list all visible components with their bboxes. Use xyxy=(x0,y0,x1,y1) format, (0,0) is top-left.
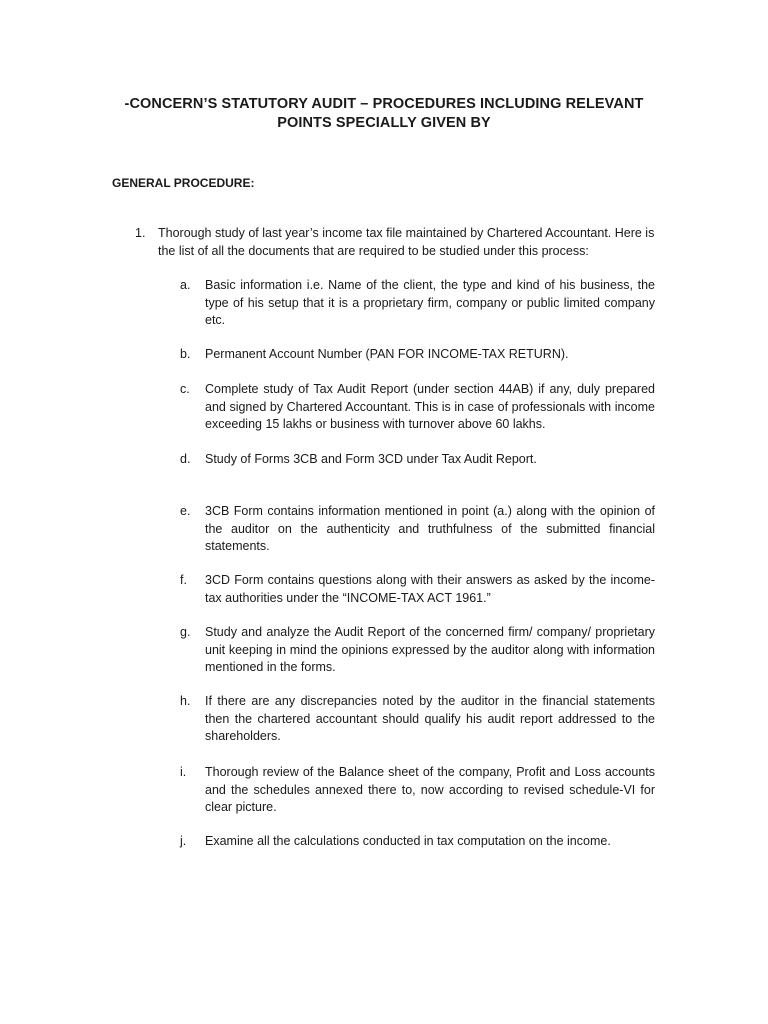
page-title xyxy=(100,95,668,133)
title-line-2: POINTS SPECIALLY GIVEN BY xyxy=(277,115,491,131)
subitem-text: 3CD Form contains questions along with their answers as asked by the income-tax authorities under the “INCOME-TAX ACT 1961.” xyxy=(205,573,655,605)
subitem-c xyxy=(180,381,655,434)
subitem-h xyxy=(180,693,655,746)
title-line-1: -CONCERN’S STATUTORY AUDIT – PROCEDURES INCLUDING RELEVANT xyxy=(124,96,644,112)
list-number: 1. xyxy=(135,226,146,240)
subitem-marker: b. xyxy=(180,347,191,361)
subitem-marker: c. xyxy=(180,382,190,396)
subitem-text: Permanent Account Number (PAN FOR INCOME-TAX RETURN). xyxy=(205,347,569,361)
subitem-text: Complete study of Tax Audit Report (under section 44AB) if any, duly prepared and signed by Chartered Accountant. This is in case of professionals with income exceeding 15 lakhs or business with turnover above 60 lakhs. xyxy=(205,382,655,431)
subitem-marker: i. xyxy=(180,765,187,779)
subitem-text: Study of Forms 3CB and Form 3CD under Tax Audit Report. xyxy=(205,452,537,466)
subitem-text: Examine all the calculations conducted in tax computation on the income. xyxy=(205,834,611,848)
subitem-g xyxy=(180,624,655,677)
subitem-a xyxy=(180,277,655,330)
subitem-text: Thorough review of the Balance sheet of the company, Profit and Loss accounts and the schedules annexed there to, now according to revised schedule-VI for clear picture. xyxy=(205,765,655,814)
subitem-marker: a. xyxy=(180,278,191,292)
subitem-e xyxy=(180,503,655,556)
subitem-marker: e. xyxy=(180,504,191,518)
list-item-1 xyxy=(135,225,655,260)
list-item-text: Thorough study of last year’s income tax file maintained by Chartered Accountant. Here is the list of all the documents that are required to be studied under this process: xyxy=(158,226,655,258)
subitem-j xyxy=(180,833,655,851)
subitem-d xyxy=(180,451,655,469)
subitem-f xyxy=(180,572,655,607)
subitem-text: Study and analyze the Audit Report of the concerned firm/ company/ proprietary unit keeping in mind the opinions expressed by the auditor along with information mentioned in the forms. xyxy=(205,625,655,674)
subitem-text: If there are any discrepancies noted by the auditor in the financial statements then the chartered accountant should qualify his audit report addressed to the shareholders. xyxy=(205,694,655,743)
subitem-marker: f. xyxy=(180,573,187,587)
subitem-marker: j. xyxy=(180,834,187,848)
subitem-text: Basic information i.e. Name of the client, the type and kind of his business, the type of his setup that it is a proprietary firm, company or public limited company etc. xyxy=(205,278,655,327)
subitem-i xyxy=(180,764,655,817)
section-heading: GENERAL PROCEDURE: xyxy=(112,176,255,190)
subitem-marker: d. xyxy=(180,452,191,466)
subitem-marker: g. xyxy=(180,625,191,639)
subitem-marker: h. xyxy=(180,694,191,708)
subitem-b xyxy=(180,346,655,364)
subitem-text: 3CB Form contains information mentioned in point (a.) along with the opinion of the auditor on the authenticity and truthfulness of the submitted financial statements. xyxy=(205,504,655,553)
